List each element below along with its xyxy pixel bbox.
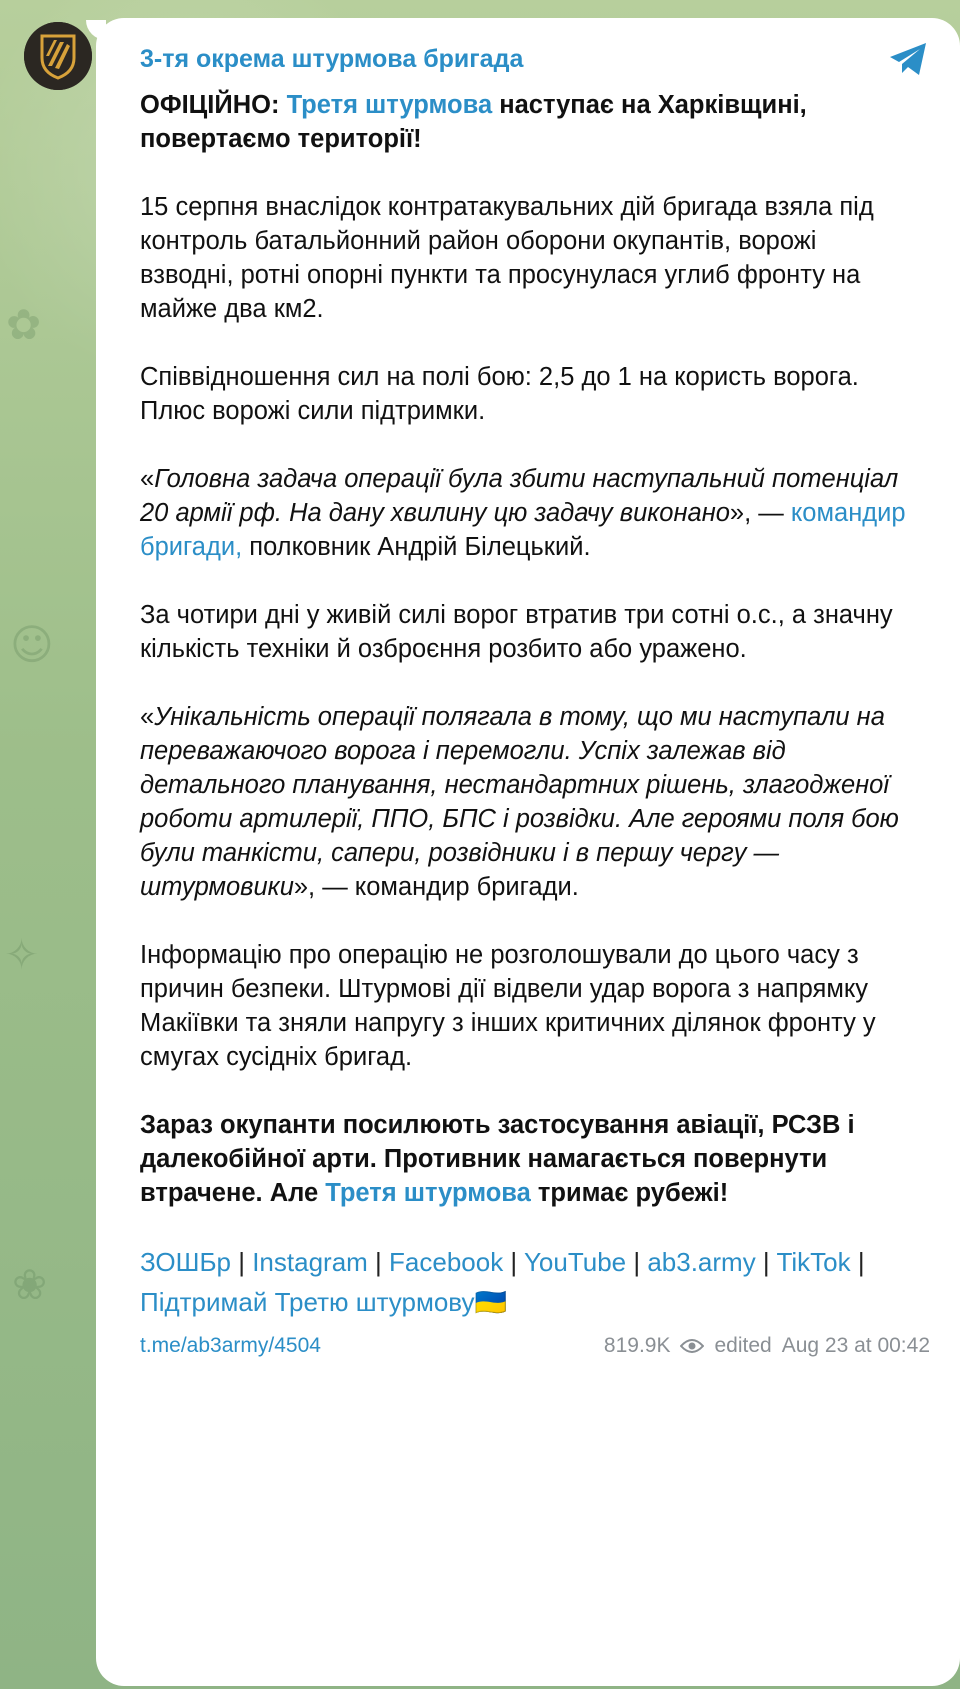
quote-1-after: », —: [729, 499, 791, 527]
headline-link[interactable]: Третя штурмова: [286, 91, 493, 119]
link-zoshbr[interactable]: ЗОШБр: [140, 1247, 231, 1277]
message-bubble: [96, 18, 960, 1686]
link-facebook[interactable]: Facebook: [389, 1247, 504, 1277]
channel-avatar[interactable]: [24, 22, 92, 90]
link-website[interactable]: ab3.army: [647, 1247, 756, 1277]
link-instagram[interactable]: Instagram: [252, 1247, 368, 1277]
paragraph-4: За чотири дні у живій силі ворог втратив три сотні о.с., а значну кількість техніки й озброєння розбито або уражено.: [140, 601, 893, 663]
headline: [140, 88, 916, 156]
channel-name[interactable]: 3-тя окрема штурмова бригада: [140, 44, 524, 73]
commander-link[interactable]: командир бригади,: [140, 499, 906, 561]
link-tiktok[interactable]: TikTok: [776, 1247, 851, 1277]
background-doodle: ❀: [12, 1260, 48, 1309]
quote-1-tail: полковник Андрій Білецький.: [242, 533, 591, 561]
quote-2: [140, 700, 916, 904]
paragraph-7: [140, 1108, 916, 1210]
post-link[interactable]: t.me/ab3army/4504: [140, 1334, 321, 1357]
link-separator: |: [850, 1247, 865, 1277]
quote-open: «: [140, 465, 155, 493]
message-header: [140, 42, 916, 76]
link-separator: |: [231, 1247, 253, 1277]
link-separator: |: [626, 1247, 648, 1277]
quote-2-text: Унікальність операції полягала в тому, що ми наступали на переважаючого ворога і перемогли. Успіх залежав від детального планування, нестандартних рішень, злагодженої роботи артилерії, ППО, БПС і розвідки. Але героями поля бою були танкісти, сапери, розвідники і в першу чергу — штурмовики: [140, 703, 899, 901]
message-text: [140, 88, 916, 1210]
link-separator: |: [367, 1247, 390, 1277]
paragraph-7-suffix: тримає рубежі!: [530, 1179, 729, 1207]
timestamp: Aug 23 at 00:42: [781, 1334, 930, 1357]
telegram-share-icon[interactable]: [886, 39, 932, 79]
background-doodle: ✧: [4, 930, 40, 979]
social-links: [140, 1242, 916, 1322]
edited-label: edited: [714, 1334, 772, 1357]
paragraph-1: 15 серпня внаслідок контратакувальних дій бригада взяла під контроль батальйонний район оборони окупантів, ворожі взводні, ротні опорні пункти та просунулася углиб фронту на майже два км2.: [140, 193, 874, 323]
view-count: 819.9K: [603, 1334, 671, 1357]
paragraph-2: Співвідношення сил на полі бою: 2,5 до 1 на користь ворога. Плюс ворожі сили підтримки.: [140, 363, 859, 425]
quote-1: [140, 462, 916, 564]
link-support[interactable]: Підтримай Третю штурмову🇺🇦: [140, 1287, 507, 1317]
background-doodle: ✿: [6, 300, 42, 349]
quote-open: «: [140, 703, 155, 731]
quote-2-tail: », — командир бригади.: [293, 873, 579, 901]
message-footer: [140, 1334, 930, 1358]
brigade-logo-icon: [24, 22, 92, 90]
background-doodle: ☺: [10, 620, 54, 669]
link-youtube[interactable]: YouTube: [523, 1247, 627, 1277]
message-meta: [604, 1334, 930, 1358]
headline-prefix: ОФІЦІЙНО:: [140, 91, 287, 119]
link-separator: |: [755, 1247, 777, 1277]
brigade-link[interactable]: Третя штурмова: [325, 1179, 531, 1207]
quote-1-text: Головна задача операції була збити наступальний потенціал 20 армії рф. На дану хвилину цю задачу виконано: [140, 465, 899, 527]
headline-suffix: наступає на Харківщині, повертаємо території!: [140, 91, 807, 153]
paragraph-7-prefix: Зараз окупанти посилюють застосування авіації, РСЗВ і далекобійної арти. Противник намагається повернути втрачене. Але: [140, 1111, 855, 1207]
eye-icon: [680, 1338, 704, 1354]
link-separator: |: [503, 1247, 524, 1277]
paragraph-6: Інформацію про операцію не розголошували до цього часу з причин безпеки. Штурмові дії відвели удар ворога з напрямку Макіївки та зняли напругу з інших критичних ділянок фронту у смугах сусідніх бригад.: [140, 941, 876, 1071]
